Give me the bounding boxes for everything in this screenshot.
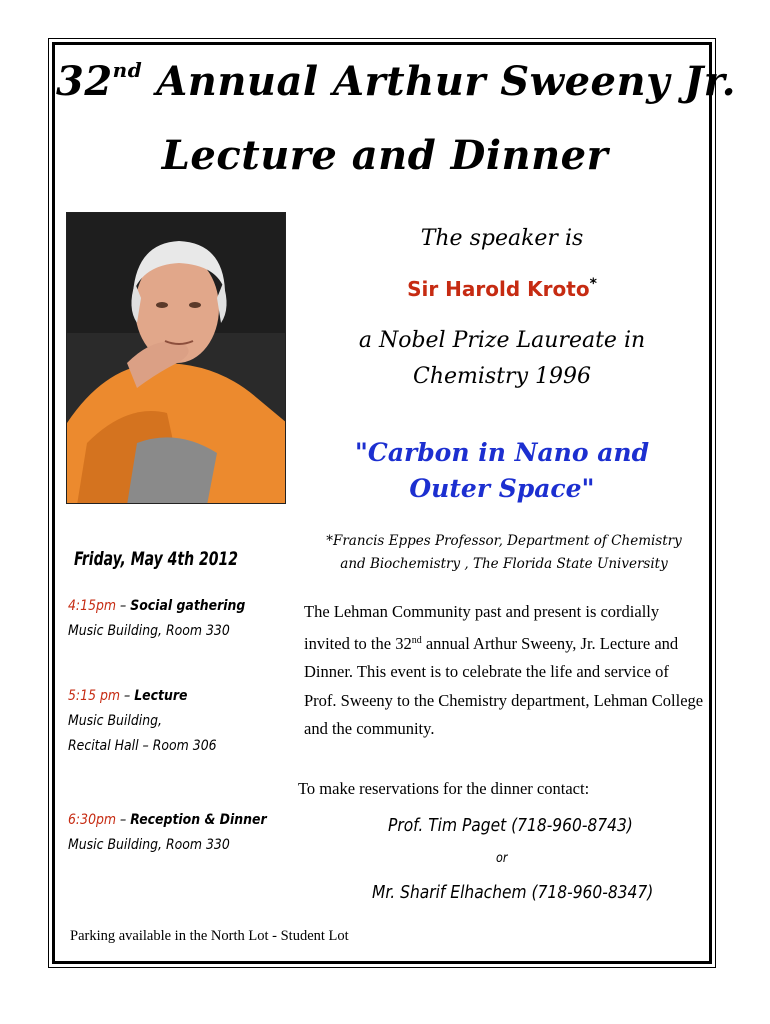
invitation-superscript: nd: [411, 634, 422, 646]
schedule-item: [68, 808, 267, 858]
schedule-separator: –: [116, 812, 131, 828]
schedule-place: Music Building, Room 330: [68, 837, 230, 853]
invitation-paragraph: [304, 598, 704, 744]
title-ordinal: 32: [56, 58, 113, 105]
talk-title-2: Outer Space": [409, 474, 595, 503]
schedule-event: Lecture: [134, 688, 188, 704]
schedule-separator: –: [120, 688, 135, 704]
title-line-1-text: Annual Arthur Sweeny Jr.: [156, 58, 736, 105]
affiliation-1: *Francis Eppes Professor, Department of Chemistry: [326, 533, 682, 549]
contact-secondary: Mr. Sharif Elhachem (718-960-8347): [372, 882, 654, 903]
title-line-1: [56, 58, 736, 105]
schedule-place: Music Building,: [68, 713, 162, 729]
invitation-text-2: annual Arthur Sweeny, Jr. Lecture and Dinner. This event is to celebrate the life and service of Prof. Sweeny to the Chemistry department, Lehman College and the community.: [304, 633, 704, 738]
schedule-item: [68, 684, 217, 759]
title-line-2: Lecture and Dinner: [161, 132, 609, 179]
contact-or: or: [496, 851, 508, 866]
schedule-event: Social gathering: [130, 598, 246, 614]
event-date: Friday, May 4th 2012: [74, 548, 238, 570]
affiliation-2: and Biochemistry , The Florida State University: [340, 556, 668, 572]
talk-title-1: "Carbon in Nano and: [354, 438, 650, 467]
speaker-description-1: a Nobel Prize Laureate in: [358, 328, 646, 353]
speaker-photo: [66, 212, 286, 504]
schedule-item: [68, 594, 245, 644]
schedule-separator: –: [116, 598, 131, 614]
schedule-time: 5:15 pm: [68, 688, 121, 704]
speaker-name: Sir Harold Kroto: [407, 277, 590, 301]
speaker-intro: The speaker is: [420, 226, 584, 251]
schedule-event: Reception & Dinner: [130, 812, 267, 828]
schedule-time: 4:15pm: [68, 598, 117, 614]
invitation-text-1: The Lehman Community past and present is cordially invited to the 32: [304, 602, 660, 653]
schedule-time: 6:30pm: [68, 812, 117, 828]
speaker-asterisk: *: [589, 276, 597, 292]
speaker-description-2: Chemistry 1996: [413, 364, 591, 389]
speaker-name-line: [312, 276, 692, 301]
schedule-place: Music Building, Room 330: [68, 623, 230, 639]
contact-primary: Prof. Tim Paget (718-960-8743): [388, 815, 633, 836]
schedule-place: Recital Hall – Room 306: [68, 738, 217, 754]
parking-note: Parking available in the North Lot - Student Lot: [70, 928, 349, 944]
reservation-lead: To make reservations for the dinner contact:: [298, 779, 590, 798]
title-ordinal-suffix: nd: [112, 58, 143, 82]
